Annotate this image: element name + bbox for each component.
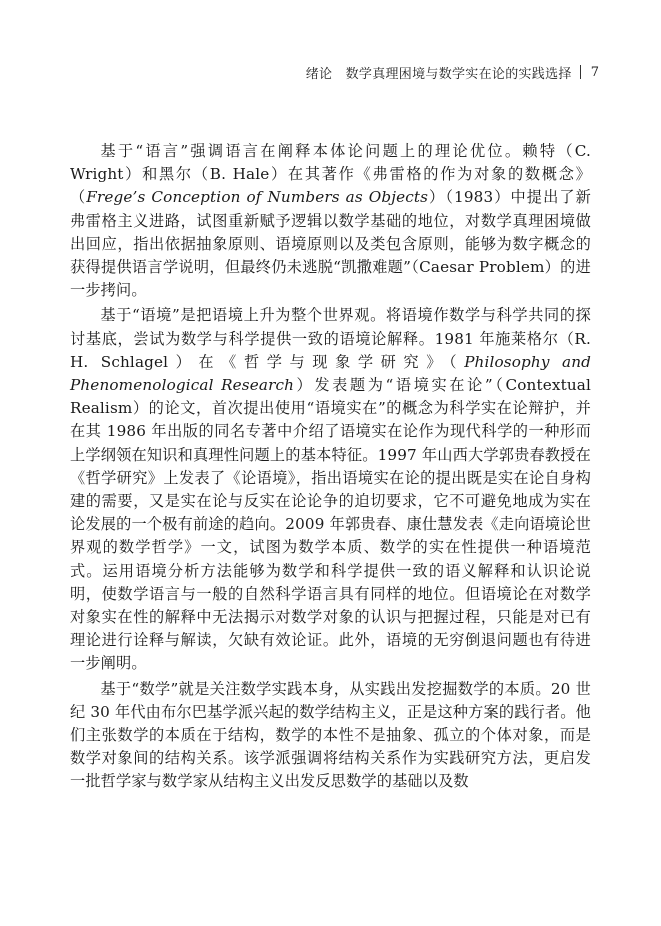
paragraph-text: ）发表题为“语境实在论”（Contextual Realism）的论文，首次提出使用“语境实在”的概念为科学实在论辩护，并在其 1986 年出版的同名专著中介绍了语境实在论作为现代科学的一种形而上学纲领在知识和真理性问题上的基本特征。1997 年山西大学郭贵春教授在《哲学研究》上发表了《论语境》，指出语境实在论的提出既是实在论自身构建的需要，又是实在论与反实在论论争的迫切要求，它不可避免地成为实在论发展的一个极有前途的趋向。2009 年郭贵春、康仕慧发表《走向语境论世界观的数学哲学》一文，试图为数学本质、数学的实在性提供一种语境范式。运用语境分析方法能够为数学和科学提供一致的语义解释和认识论说明，使数学语言与一般的自然科学语言具有同样的地位。但语境论在对数学对象实在性的解释中无法揭示对数学对象的认识与把握过程，只能是对已有理论进行诠释与解读，欠缺有效论证。此外，语境的无穷倒退问题也有待进一步阐明。	[70, 376, 591, 673]
paragraph-text: 基于“数学”就是关注数学实践本身，从实践出发挖掘数学的本质。20 世纪 30 年代由布尔巴基学派兴起的数学结构主义，正是这种方案的践行者。他们主张数学的本质在于结构，数学的本性不是抽象、孤立的个体对象，而是数学对象间的结构关系。该学派强调将结构关系作为实践研究方法，更启发一批哲学家与数学家从结构主义出发反思数学的基础以及数	[70, 679, 591, 791]
paragraph-mathematics	[70, 678, 591, 794]
page-number: 7	[590, 64, 599, 80]
book-title-english: Frege’s Conception of Numbers as Objects	[86, 188, 429, 207]
running-title: 绪论 数学真理困境与数学实在论的实践选择	[305, 66, 572, 82]
body-text	[70, 140, 591, 794]
paragraph-text: 基于“语言”强调语言在阐释本体论问题上的理论优位。赖特（C. Wright）和黑尔（B. Hale）在其著作《弗雷格的作为对象的数概念》（	[70, 142, 591, 207]
journal-title-english: Philosophy and Phenomenological Research	[70, 352, 591, 395]
paragraph-language	[70, 140, 591, 302]
running-header	[306, 63, 599, 81]
paragraph-text: 基于“语境”是把语境上升为整个世界观。将语境作数学与科学共同的探讨基底，尝试为数学与科学提供一致的语境论解释。1981 年施莱格尔（R. H. Schlagel）在《哲学与现象学研究》（	[70, 306, 591, 371]
paragraph-context	[70, 304, 591, 675]
header-divider	[580, 65, 581, 79]
paragraph-text: ）（1983）中提出了新弗雷格主义进路，试图重新赋予逻辑以数学基础的地位，对数学真理困境做出回应，指出依据抽象原则、语境原则以及类包含原则，能够为数字概念的获得提供语言学说明，但最终仍未逃脱“凯撒难题”（Caesar Problem）的进一步拷问。	[70, 188, 591, 300]
